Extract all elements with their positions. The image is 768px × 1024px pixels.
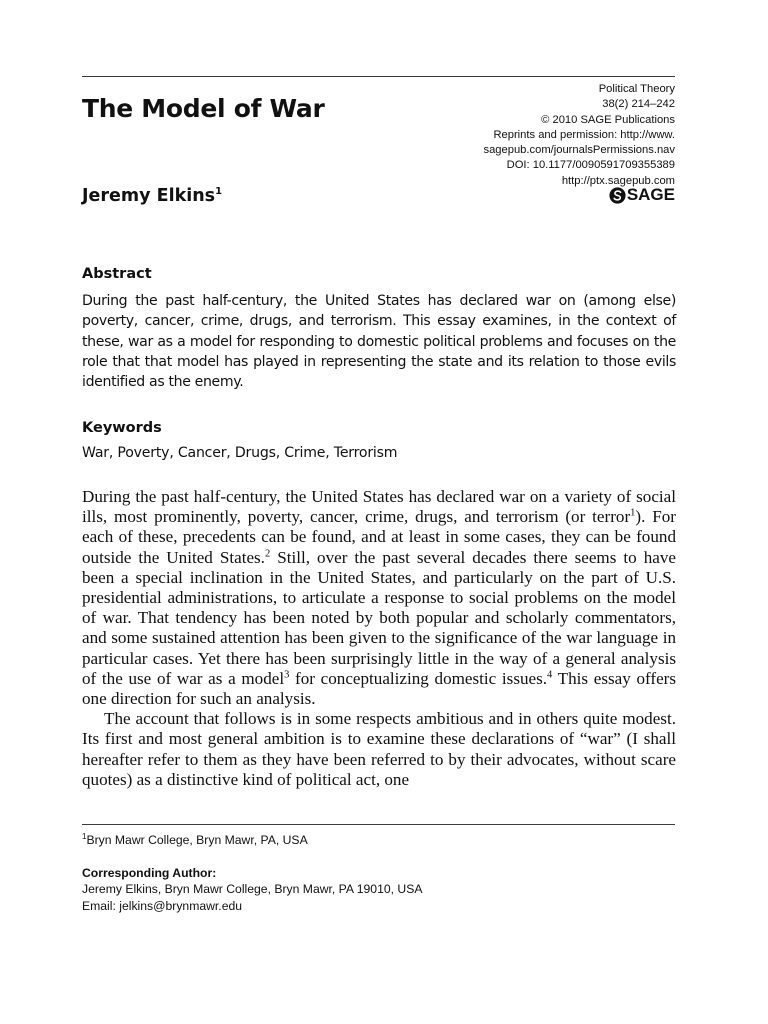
sage-logo: [609, 185, 675, 205]
affiliation-text: Bryn Mawr College, Bryn Mawr, PA, USA: [86, 833, 308, 847]
journal-name: Political Theory: [598, 83, 675, 95]
corresponding-author-label: Corresponding Author:: [82, 865, 217, 880]
journal-volume: 38(2) 214–242: [602, 98, 675, 111]
sage-emblem-icon: [609, 187, 626, 204]
article-title: The Model of War: [82, 94, 325, 123]
copyright-line: © 2010 SAGE Publications: [541, 113, 675, 126]
author-affiliation-mark: 1: [215, 186, 223, 198]
abstract-text: During the past half-century, the United States has declared war on (among else) poverty, cancer, crime, drugs, and terrorism. This essay examines, in the context of these, war as a model for responding to domestic political problems and focuses on the role that that model has played in representing the state and its relation to those evils identified as the enemy.: [82, 293, 676, 391]
keywords-heading: Keywords: [82, 420, 162, 436]
corresponding-author-email: Email: jelkins@brynmawr.edu: [82, 898, 243, 913]
footnote-ref-2: 2: [264, 547, 271, 559]
body-text-segment: for conceptualizing domestic issues.: [289, 668, 548, 688]
corresponding-author-address: Jeremy Elkins, Bryn Mawr College, Bryn Mawr, PA 19010, USA: [82, 882, 423, 896]
author-name-text: Jeremy Elkins: [82, 186, 216, 206]
body-text-segment: Still, over the past several decades there seems to have been a special inclination in the United States, and particularly on the part of U.S. presidential administrations, to articulate a response to social problems on the model of war. That tendency has been noted by both popular and scholarly commentators, and some sustained attention has been given to the significance of the war language in particular cases. Yet there has been surprisingly little in the way of a general analysis of the use of war as a model: [82, 547, 676, 688]
sage-logo-text: SAGE: [626, 185, 675, 204]
header-rule: [82, 76, 675, 77]
footnote-ref-1: 1: [630, 507, 636, 519]
footnote-block: [82, 832, 676, 914]
abstract-heading: Abstract: [82, 266, 152, 282]
body-paragraph-2: The account that follows is in some respects ambitious and in others quite modest. Its first and most general ambition is to examine these declarations of “war” (I shall hereafter refer to them as they have been referred to by their advocates, without scare quotes) as a distinctive kind of political act, one: [82, 709, 676, 789]
keywords-text: War, Poverty, Cancer, Drugs, Crime, Terrorism: [82, 445, 398, 461]
article-body: [82, 487, 676, 790]
footnote-ref-4: 4: [547, 669, 553, 681]
affiliation-mark: 1: [82, 831, 87, 841]
affiliation-line: [82, 832, 676, 849]
body-paragraph-1: [82, 487, 676, 709]
author-name: [82, 186, 222, 206]
reprints-line: Reprints and permission: http://www.: [493, 128, 675, 141]
doi-line: DOI: 10.1177/0090591709355389: [506, 159, 675, 172]
journal-info: [483, 82, 675, 189]
body-text-segment: During the past half-century, the United States has declared war on a variety of social ills, most prominently, poverty, cancer, crime, drugs, and terrorism (or terror: [82, 487, 676, 527]
footnote-ref-3: 3: [284, 669, 290, 681]
footnote-rule: [82, 824, 675, 825]
body-text-segment: ). For each of these, precedents can be found, and at least in some cases, they can be found outside the United States.: [82, 507, 676, 567]
journal-url: http://ptx.sagepub.com: [561, 174, 675, 187]
permissions-url: sagepub.com/journalsPermissions.nav: [483, 144, 675, 157]
body-text-segment: This essay offers one direction for such an analysis.: [82, 668, 676, 709]
